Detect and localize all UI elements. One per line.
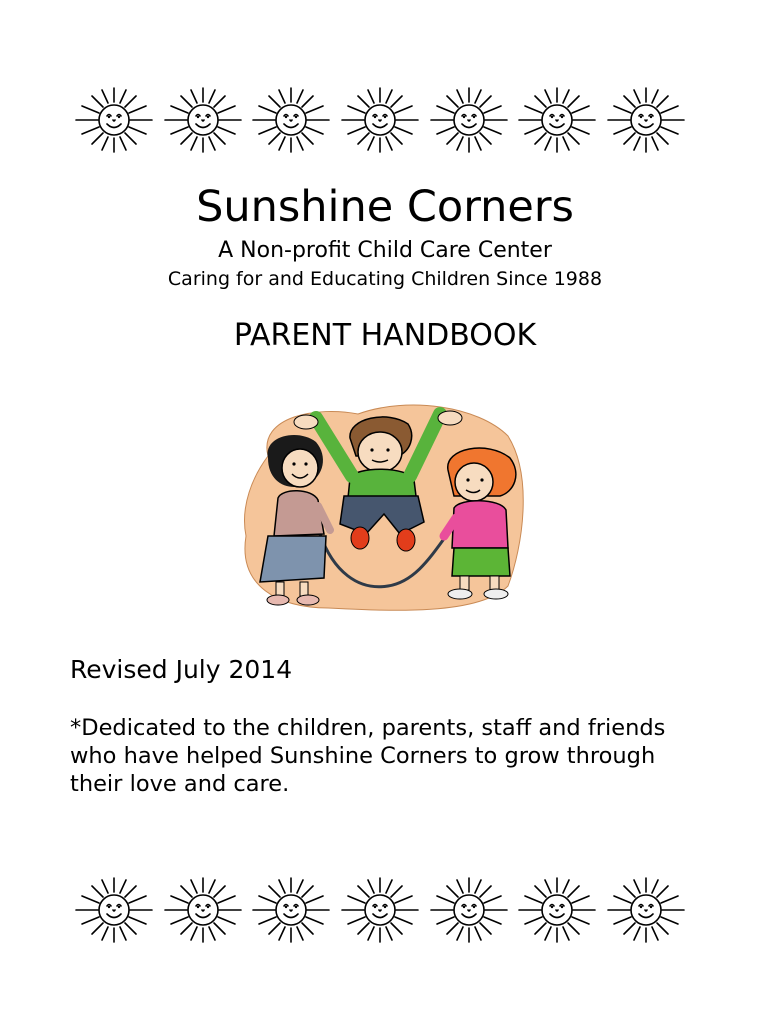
sun-icon <box>515 874 599 946</box>
sun-icon <box>427 84 511 156</box>
sun-icon <box>161 84 245 156</box>
sun-icon <box>427 874 511 946</box>
sun-icon <box>249 874 333 946</box>
sun-icon <box>515 84 599 156</box>
sun-icon <box>161 874 245 946</box>
subtitle: A Non-profit Child Care Center <box>218 238 552 263</box>
sun-icon <box>72 84 156 156</box>
document-type-heading: PARENT HANDBOOK <box>233 318 537 353</box>
children-jump-rope-illustration <box>238 396 528 614</box>
revision-date: Revised July 2014 <box>70 655 293 684</box>
dedication-text: *Dedicated to the children, parents, staff and friends who have helped Sunshine Corners to grow through their love and care. <box>70 715 666 797</box>
bottom-sun-border <box>72 874 688 946</box>
sun-icon <box>338 874 422 946</box>
tagline: Caring for and Educating Children Since 1988 <box>167 268 603 290</box>
top-sun-border <box>72 84 688 156</box>
sun-icon <box>604 84 688 156</box>
redhead-boy-figure <box>444 448 516 599</box>
sun-icon <box>338 84 422 156</box>
page-title: Sunshine Corners <box>196 182 574 232</box>
sun-icon <box>72 874 156 946</box>
sun-icon <box>604 874 688 946</box>
sun-icon <box>249 84 333 156</box>
